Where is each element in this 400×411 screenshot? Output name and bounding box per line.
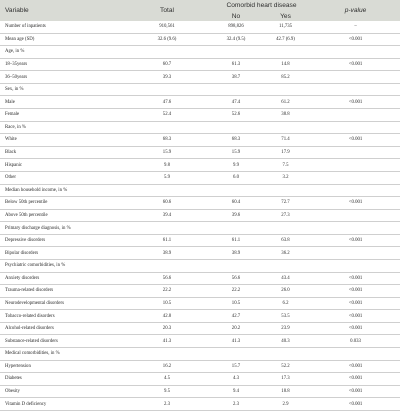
row-yes-value: 17.9 — [260, 146, 311, 159]
table-row — [0, 360, 400, 373]
table-row — [0, 335, 400, 348]
row-label: Median household income, in % — [0, 184, 122, 197]
table-row — [0, 96, 400, 109]
header-comorbid-heart-disease: Comorbid heart disease — [212, 0, 311, 11]
row-total-value: 9.5 — [122, 385, 212, 398]
row-total-value: 2.3 — [122, 398, 212, 411]
table-row — [0, 109, 400, 122]
row-label: Hispanic — [0, 159, 122, 172]
row-no-value: 20.2 — [212, 322, 260, 335]
row-yes-value — [260, 259, 311, 272]
row-p-value — [311, 46, 400, 59]
row-total-value: 4.5 — [122, 373, 212, 386]
row-yes-value: 72.7 — [260, 197, 311, 210]
row-label: White — [0, 134, 122, 147]
row-p-value — [311, 348, 400, 361]
row-label: 36–50years — [0, 71, 122, 84]
row-no-value — [212, 184, 260, 197]
row-total-value: 32.6 (9.6) — [122, 33, 212, 46]
table-header — [0, 0, 400, 21]
row-total-value: 9.8 — [122, 159, 212, 172]
row-yes-value: 26.0 — [260, 285, 311, 298]
row-no-value: 9.9 — [212, 159, 260, 172]
table-row — [0, 247, 400, 260]
table-row — [0, 83, 400, 96]
table-row — [0, 21, 400, 33]
row-total-value: 38.9 — [122, 247, 212, 260]
table-row — [0, 159, 400, 172]
row-p-value: <0.001 — [311, 373, 400, 386]
row-total-value: 47.6 — [122, 96, 212, 109]
row-yes-value: 40.3 — [260, 335, 311, 348]
row-p-value — [311, 184, 400, 197]
row-p-value — [311, 259, 400, 272]
row-no-value: 4.3 — [212, 373, 260, 386]
table-row — [0, 146, 400, 159]
row-label: Black — [0, 146, 122, 159]
row-no-value — [212, 259, 260, 272]
row-yes-value: 43.4 — [260, 272, 311, 285]
row-label: Alcohol-related disorders — [0, 322, 122, 335]
row-p-value: <0.001 — [311, 134, 400, 147]
row-yes-value: 63.8 — [260, 234, 311, 247]
row-yes-value: 17.3 — [260, 373, 311, 386]
row-total-value: 42.8 — [122, 310, 212, 323]
row-p-value: <0.001 — [311, 234, 400, 247]
row-no-value: 61.3 — [212, 58, 260, 71]
row-total-value — [122, 259, 212, 272]
row-label: Hypertension — [0, 360, 122, 373]
row-total-value — [122, 46, 212, 59]
row-no-value: 9.4 — [212, 385, 260, 398]
row-p-value — [311, 171, 400, 184]
row-yes-value: 61.2 — [260, 96, 311, 109]
row-no-value: 10.5 — [212, 297, 260, 310]
row-no-value: 68.3 — [212, 134, 260, 147]
row-total-value: 68.3 — [122, 134, 212, 147]
row-no-value — [212, 348, 260, 361]
row-no-value: 2.3 — [212, 398, 260, 411]
row-label: Female — [0, 109, 122, 122]
table-row — [0, 259, 400, 272]
row-no-value: 6.0 — [212, 171, 260, 184]
row-label: Medical comorbidities, in % — [0, 348, 122, 361]
row-yes-value: 3.2 — [260, 171, 311, 184]
table-body — [0, 21, 400, 410]
row-label: Vitamin D deficiency — [0, 398, 122, 411]
row-total-value — [122, 121, 212, 134]
table-row — [0, 197, 400, 210]
table-row — [0, 234, 400, 247]
row-yes-value — [260, 83, 311, 96]
row-total-value — [122, 348, 212, 361]
row-yes-value: 53.5 — [260, 310, 311, 323]
row-label: Sex, in % — [0, 83, 122, 96]
row-p-value: <0.001 — [311, 385, 400, 398]
row-no-value: 15.7 — [212, 360, 260, 373]
row-no-value — [212, 46, 260, 59]
row-total-value: 10.5 — [122, 297, 212, 310]
row-total-value: 39.4 — [122, 209, 212, 222]
table-row — [0, 297, 400, 310]
row-p-value: <0.001 — [311, 297, 400, 310]
row-total-value: 910,561 — [122, 21, 212, 33]
row-p-value — [311, 146, 400, 159]
table-row — [0, 71, 400, 84]
row-p-value — [311, 247, 400, 260]
row-p-value: <0.001 — [311, 58, 400, 71]
row-p-value: 0.033 — [311, 335, 400, 348]
row-total-value — [122, 184, 212, 197]
row-p-value: <0.001 — [311, 96, 400, 109]
row-yes-value — [260, 184, 311, 197]
row-p-value: <0.001 — [311, 398, 400, 411]
row-total-value: 56.6 — [122, 272, 212, 285]
row-total-value: 5.9 — [122, 171, 212, 184]
row-label: Depressive disorders — [0, 234, 122, 247]
row-p-value: <0.001 — [311, 322, 400, 335]
row-p-value — [311, 209, 400, 222]
row-yes-value: 27.3 — [260, 209, 311, 222]
row-total-value: 61.1 — [122, 234, 212, 247]
row-p-value: <0.001 — [311, 197, 400, 210]
row-no-value: 52.6 — [212, 109, 260, 122]
row-yes-value: 42.7 (6.9) — [260, 33, 311, 46]
table-row — [0, 46, 400, 59]
row-yes-value: 6.2 — [260, 297, 311, 310]
row-no-value — [212, 121, 260, 134]
row-p-value: <0.001 — [311, 360, 400, 373]
row-p-value — [311, 159, 400, 172]
row-no-value: 898,826 — [212, 21, 260, 33]
row-total-value: 60.6 — [122, 197, 212, 210]
table-row — [0, 209, 400, 222]
row-label: Obesity — [0, 385, 122, 398]
row-p-value: <0.001 — [311, 272, 400, 285]
row-yes-value — [260, 348, 311, 361]
row-no-value — [212, 222, 260, 235]
row-total-value: 16.2 — [122, 360, 212, 373]
row-no-value: 22.2 — [212, 285, 260, 298]
row-total-value: 41.3 — [122, 335, 212, 348]
row-yes-value — [260, 121, 311, 134]
row-p-value: <0.001 — [311, 310, 400, 323]
table-row — [0, 33, 400, 46]
row-label: Tobacco-related disorders — [0, 310, 122, 323]
row-p-value: – — [311, 21, 400, 33]
row-yes-value: 11,735 — [260, 21, 311, 33]
table-row — [0, 222, 400, 235]
row-p-value — [311, 83, 400, 96]
row-no-value: 56.6 — [212, 272, 260, 285]
row-label: Neurodevelopmental disorders — [0, 297, 122, 310]
table-row — [0, 134, 400, 147]
row-no-value: 41.3 — [212, 335, 260, 348]
row-label: Anxiety disorders — [0, 272, 122, 285]
table-row — [0, 310, 400, 323]
row-total-value: 52.4 — [122, 109, 212, 122]
table-row — [0, 58, 400, 71]
row-total-value — [122, 222, 212, 235]
row-p-value: <0.001 — [311, 285, 400, 298]
row-yes-value: 52.2 — [260, 360, 311, 373]
table-row — [0, 373, 400, 386]
row-total-value: 22.2 — [122, 285, 212, 298]
row-no-value: 15.9 — [212, 146, 260, 159]
row-p-value — [311, 71, 400, 84]
row-p-value — [311, 222, 400, 235]
row-total-value: 15.9 — [122, 146, 212, 159]
row-no-value: 47.4 — [212, 96, 260, 109]
table-row — [0, 385, 400, 398]
row-no-value: 32.4 (9.5) — [212, 33, 260, 46]
row-no-value: 38.7 — [212, 71, 260, 84]
row-label: Diabetes — [0, 373, 122, 386]
row-label: Race, in % — [0, 121, 122, 134]
row-label: Trauma-related disorders — [0, 285, 122, 298]
header-yes: Yes — [260, 11, 311, 21]
row-label: 18–35years — [0, 58, 122, 71]
table-row — [0, 348, 400, 361]
row-label: Substance-related disorders — [0, 335, 122, 348]
row-yes-value: 85.2 — [260, 71, 311, 84]
table-row — [0, 184, 400, 197]
row-yes-value — [260, 222, 311, 235]
row-no-value: 38.9 — [212, 247, 260, 260]
row-p-value — [311, 109, 400, 122]
table-row — [0, 322, 400, 335]
row-yes-value: 14.8 — [260, 58, 311, 71]
table-row — [0, 285, 400, 298]
row-p-value: <0.001 — [311, 33, 400, 46]
header-p-value: p-value — [311, 0, 400, 21]
table-row — [0, 272, 400, 285]
row-yes-value: 36.2 — [260, 247, 311, 260]
row-label: Other — [0, 171, 122, 184]
row-label: Male — [0, 96, 122, 109]
table-row — [0, 121, 400, 134]
row-total-value: 60.7 — [122, 58, 212, 71]
row-yes-value: 7.5 — [260, 159, 311, 172]
row-yes-value: 18.8 — [260, 385, 311, 398]
row-no-value: 60.4 — [212, 197, 260, 210]
row-label: Below 50th percentile — [0, 197, 122, 210]
row-total-value — [122, 83, 212, 96]
row-yes-value: 71.4 — [260, 134, 311, 147]
row-yes-value: 23.9 — [260, 322, 311, 335]
row-label: Age, in % — [0, 46, 122, 59]
row-label: Above 50th percentile — [0, 209, 122, 222]
row-no-value: 39.6 — [212, 209, 260, 222]
row-no-value: 61.1 — [212, 234, 260, 247]
row-p-value — [311, 121, 400, 134]
row-label: Bipolar disorders — [0, 247, 122, 260]
header-variable: Variable — [0, 0, 122, 21]
header-no: No — [212, 11, 260, 21]
row-label: Primary discharge diagnosis, in % — [0, 222, 122, 235]
row-label: Mean age (SD) — [0, 33, 122, 46]
row-yes-value: 2.9 — [260, 398, 311, 411]
row-total-value: 39.3 — [122, 71, 212, 84]
row-yes-value: 38.8 — [260, 109, 311, 122]
row-label: Number of inpatients — [0, 21, 122, 33]
row-no-value: 42.7 — [212, 310, 260, 323]
header-row-1 — [0, 0, 400, 11]
row-no-value — [212, 83, 260, 96]
row-total-value: 20.3 — [122, 322, 212, 335]
row-yes-value — [260, 46, 311, 59]
table-row — [0, 171, 400, 184]
header-total: Total — [122, 0, 212, 21]
row-label: Psychiatric comorbidities, in % — [0, 259, 122, 272]
